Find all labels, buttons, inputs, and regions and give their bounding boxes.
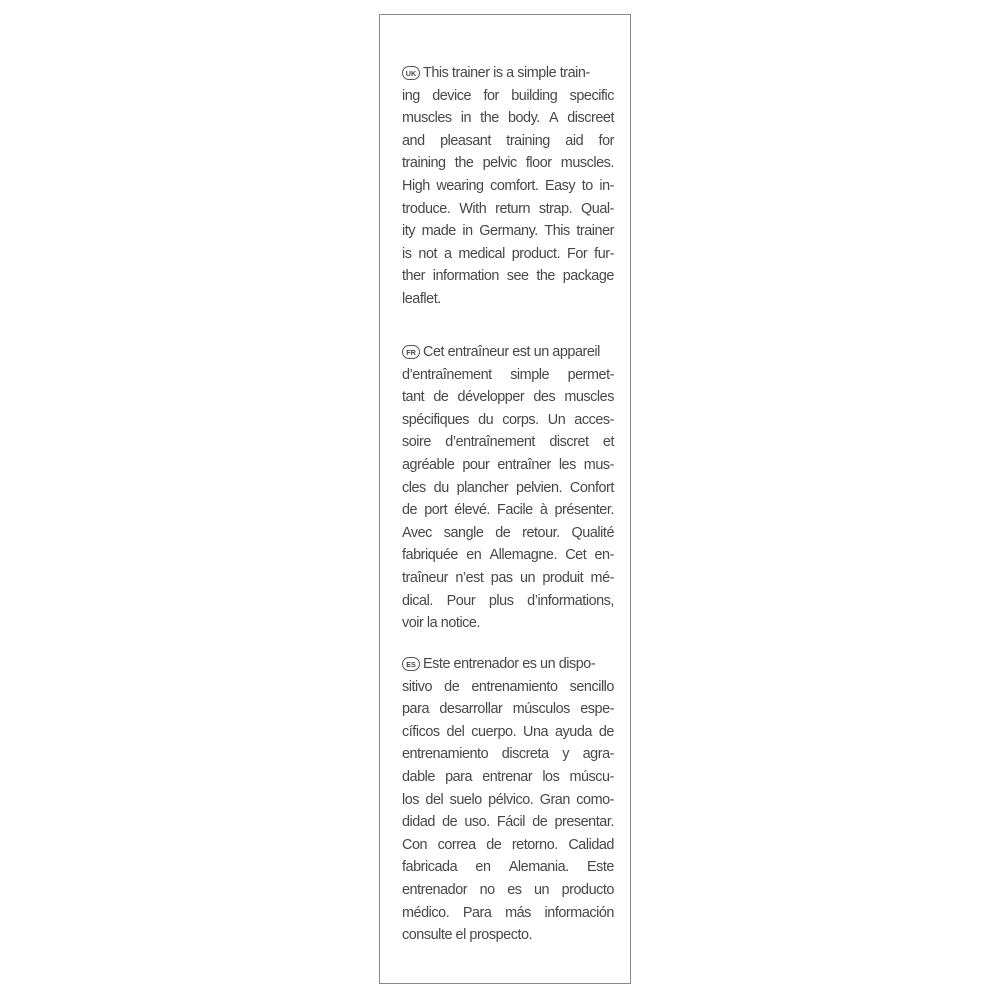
english-text-block (402, 62, 614, 311)
text-line: leaflet. (402, 290, 441, 307)
text-line: ther information see the package (402, 268, 614, 285)
text-line: didad de uso. Fácil de presentar. (402, 814, 614, 831)
text-line: ity made in Germany. This trainer (402, 223, 614, 240)
text-line: Con correa de retorno. Calidad (402, 836, 614, 853)
text-line: fabriquée en Allemagne. Cet en- (402, 547, 614, 564)
text-line: ing device for building specific (402, 87, 614, 104)
text-line: consulte el prospecto. (402, 927, 533, 944)
text-line: voir la notice. (402, 615, 481, 632)
text-line: de port élevé. Facile à présenter. (402, 502, 614, 519)
es-language-badge: ES (402, 657, 420, 671)
text-line: los del suelo pélvico. Gran como- (402, 791, 614, 808)
text-line: fabricada en Alemania. Este (402, 859, 614, 876)
text-line: traîneur n’est pas un produit mé- (402, 569, 614, 586)
text-line: FR Cet entraîneur est un appareil (402, 341, 614, 364)
uk-language-badge: UK (402, 66, 420, 80)
text-line: muscles in the body. A discreet (402, 110, 614, 127)
text-line: sitivo de entrenamiento sencillo (402, 678, 614, 695)
text-line: agréable pour entraîner les mus- (402, 456, 614, 473)
text-line: and pleasant training aid for (402, 132, 614, 149)
text-line: para desarrollar músculos espe- (402, 701, 614, 718)
text-line: entrenamiento discreta y agra- (402, 746, 614, 763)
spanish-text-block (402, 653, 614, 947)
text-line: soire d’entraînement discret et (402, 434, 614, 451)
text-line: médico. Para más información (402, 904, 614, 921)
text-line: entrenador no es un producto (402, 881, 614, 898)
text-line: tant de développer des muscles (402, 389, 614, 406)
text-line: d’entraînement simple permet- (402, 366, 614, 383)
text-line: ES Este entrenador es un dispo- (402, 653, 614, 676)
text-line: training the pelvic floor muscles. (402, 155, 614, 172)
text-line: is not a medical product. For fur- (402, 245, 614, 262)
fr-language-badge: FR (402, 345, 420, 359)
text-line: cles du plancher pelvien. Confort (402, 479, 614, 496)
text-line: dable para entrenar los múscu- (402, 768, 614, 785)
text-line: High wearing comfort. Easy to in- (402, 177, 614, 194)
text-line: dical. Pour plus d’informations, (402, 592, 614, 609)
text-line: cíficos del cuerpo. Una ayuda de (402, 723, 614, 740)
french-text-block (402, 341, 614, 635)
text-line: troduce. With return strap. Qual- (402, 200, 614, 217)
text-line: Avec sangle de retour. Qualité (402, 524, 614, 541)
product-label-card (379, 14, 631, 984)
text-line: UK This trainer is a simple train- (402, 62, 614, 85)
text-line: spécifiques du corps. Un acces- (402, 411, 614, 428)
